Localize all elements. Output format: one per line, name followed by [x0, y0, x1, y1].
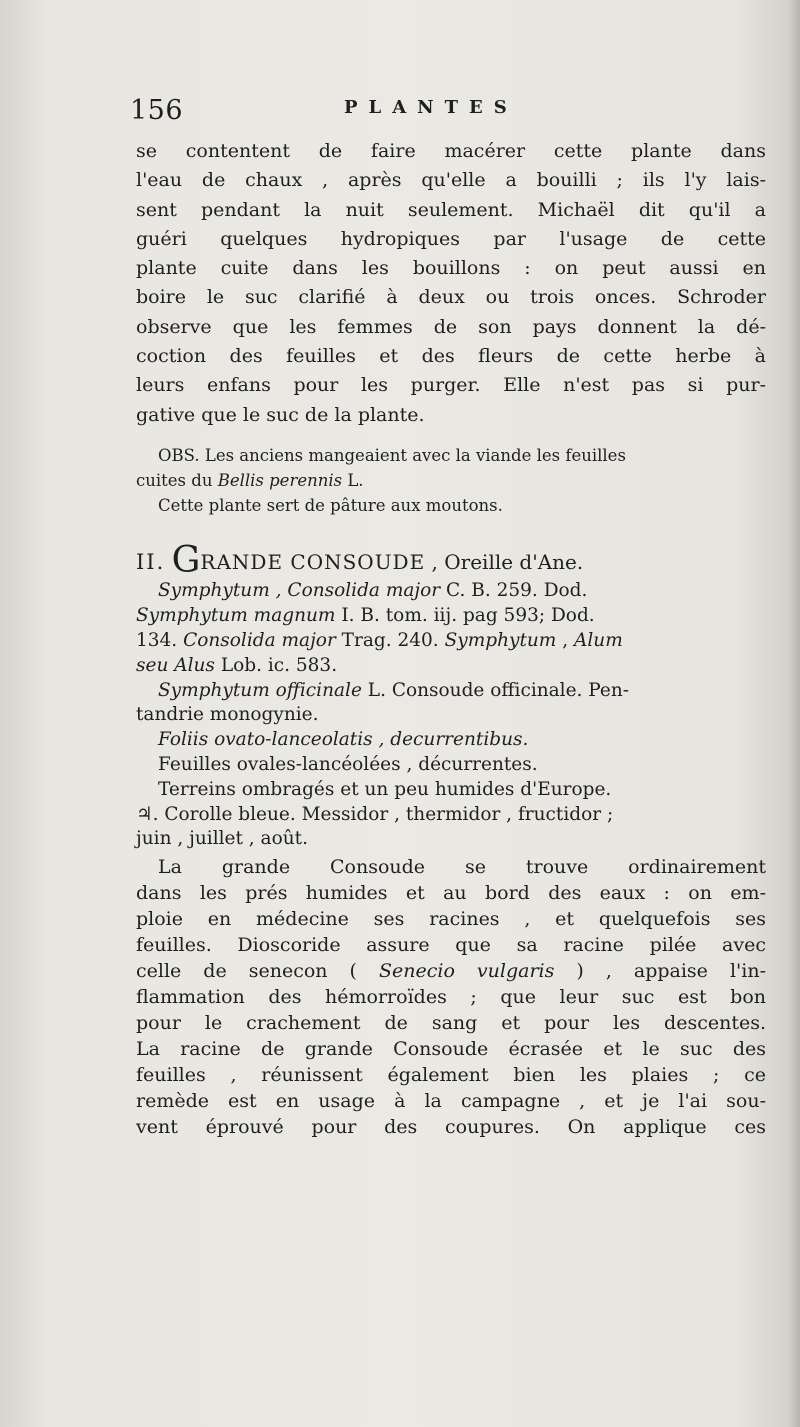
obs-line: [136, 469, 766, 494]
synonym-ref: ,: [556, 629, 575, 651]
page-text: [130, 95, 766, 1140]
paragraph-description: [136, 854, 766, 1140]
running-head: PLANTES: [344, 97, 518, 118]
section-heading: [136, 540, 766, 582]
synonym-ref: C. B. 259. Dod.: [440, 580, 588, 602]
paragraph-continuation: [136, 137, 766, 430]
text-line: pour le crachement de sang et pour les descentes.: [136, 1012, 766, 1035]
species-name: Senecio vulgaris: [378, 960, 555, 983]
synonym-ref: 134.: [136, 629, 184, 651]
habitat-line: Terreins ombragés et un peu humides d'Europe.: [158, 778, 612, 800]
synonymy-block: [136, 579, 766, 852]
text-span: ) , appaise l'in-: [554, 960, 766, 983]
text-line: coction des feuilles et des fleurs de cette herbe à: [136, 345, 766, 368]
synonym-line: [136, 629, 766, 654]
synonym-italic: Alum: [574, 629, 623, 651]
synonym-ref: I. B. tom. iij. pag 593; Dod.: [335, 605, 595, 627]
flowering-months: juin , juillet , août.: [136, 828, 308, 850]
section-subtitle: , Oreille d'Ane.: [425, 550, 584, 575]
text-line: boire le suc clarifié à deux ou trois onces. Schroder: [136, 286, 766, 309]
section-title: RANDE CONSOUDE: [200, 550, 426, 575]
synonym-line: [136, 579, 766, 604]
text-line: plante cuite dans les bouillons : on peut aussi en: [136, 257, 766, 280]
obs-text: L.: [342, 470, 364, 490]
species-name: Bellis perennis: [217, 470, 343, 490]
text-line: gative que le suc de la plante.: [136, 403, 425, 426]
synonym-italic: Symphytum magnum: [136, 605, 336, 627]
synonym-line: [136, 679, 766, 704]
synonym-italic: Symphytum officinale: [158, 679, 362, 701]
synonym-italic: Symphytum: [444, 629, 557, 651]
text-line: La racine de grande Consoude écrasée et le suc des: [136, 1038, 766, 1061]
flowering-line: ♃. Corolle bleue. Messidor , thermidor , fructidor ;: [136, 803, 614, 825]
synonym-italic: Symphytum , Consolida major: [158, 580, 441, 602]
observation-note: [136, 444, 766, 518]
text-line: dans les prés humides et au bord des eaux : on em-: [136, 882, 766, 905]
text-line: sent pendant la nuit seulement. Michaël dit qu'il a: [136, 198, 766, 221]
obs-line: OBS. Les anciens mangeaient avec la viande les feuilles: [158, 445, 626, 465]
page-number: 156: [130, 95, 184, 126]
synonym-ref: L. Consoude officinale. Pen-: [361, 679, 630, 701]
latin-description: Foliis ovato-lanceolatis , decurrentibus.: [158, 729, 529, 751]
synonym-italic: Consolida major: [183, 629, 336, 651]
text-line: [136, 958, 766, 984]
synonym-italic: seu Alus: [136, 654, 215, 676]
text-line: remède est en usage à la campagne , et je l'ai sou-: [136, 1090, 766, 1113]
synonym-ref: Lob. ic. 583.: [214, 654, 338, 676]
drop-cap: G: [171, 540, 201, 582]
obs-text: cuites du: [136, 470, 218, 490]
text-line: observe que les femmes de son pays donnent la dé-: [136, 315, 766, 338]
text-line: flammation des hémorroïdes ; que leur suc est bon: [136, 986, 766, 1009]
text-line: l'eau de chaux , après qu'elle a bouilli ; ils l'y lais-: [136, 169, 766, 192]
text-span: celle de senecon (: [136, 960, 379, 983]
synonym-ref: Trag. 240.: [335, 629, 445, 651]
synonym-line: tandrie monogynie.: [136, 704, 319, 726]
text-line: ploie en médecine ses racines , et quelquefois ses: [136, 908, 766, 931]
french-description: Feuilles ovales-lancéolées , décurrentes.: [158, 753, 538, 775]
text-line: vent éprouvé pour des coupures. On applique ces: [136, 1116, 766, 1139]
text-line: leurs enfans pour les purger. Elle n'est pas si pur-: [136, 374, 766, 397]
page-header: [130, 95, 766, 137]
synonym-line: [136, 654, 766, 679]
text-line: se contentent de faire macérer cette plante dans: [136, 140, 766, 162]
section-number: II.: [136, 550, 166, 575]
synonym-line: [136, 604, 766, 629]
text-line: feuilles. Dioscoride assure que sa racine pilée avec: [136, 934, 766, 957]
text-line: guéri quelques hydropiques par l'usage de cette: [136, 227, 766, 250]
page-edge-shadow: [788, 0, 800, 1427]
obs-line: Cette plante sert de pâture aux moutons.: [158, 495, 503, 515]
text-line: La grande Consoude se trouve ordinairement: [158, 856, 766, 879]
text-line: feuilles , réunissent également bien les plaies ; ce: [136, 1064, 766, 1087]
